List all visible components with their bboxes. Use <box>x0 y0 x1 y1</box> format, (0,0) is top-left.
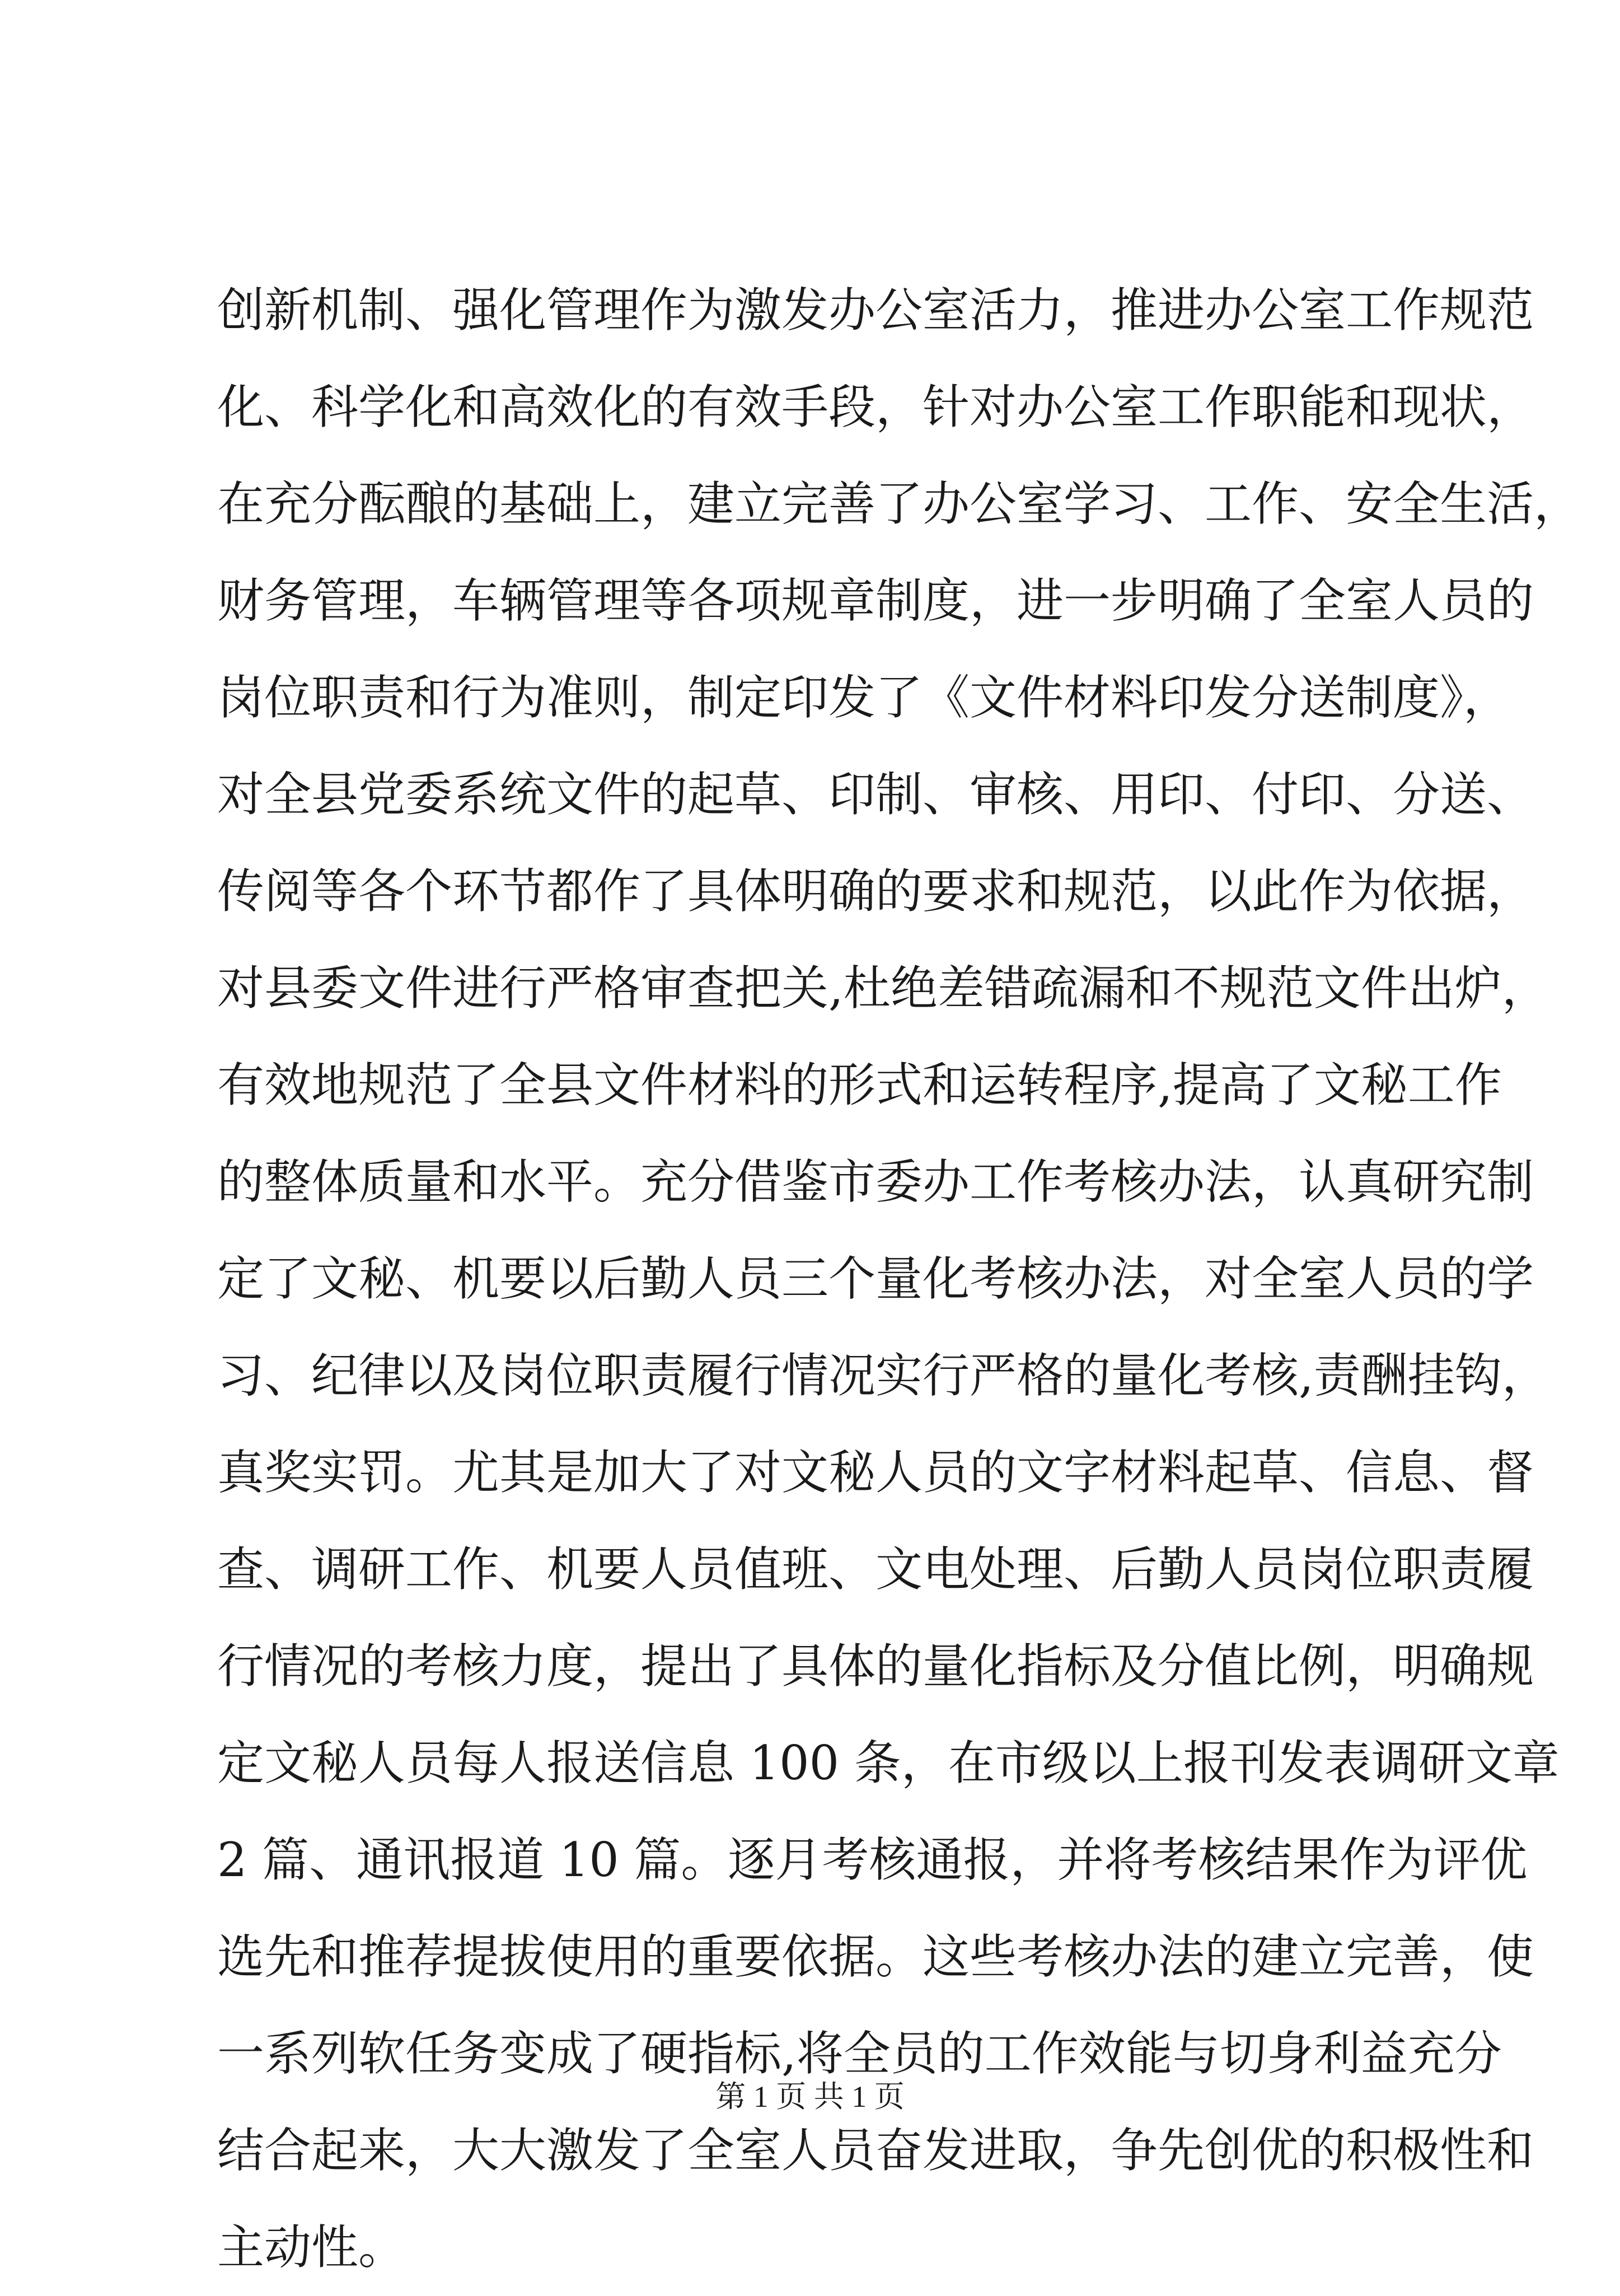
text-line: 的整体质量和水平。充分借鉴市委办工作考核办法，认真研究制 <box>217 1154 1534 1209</box>
text-line: 在充分酝酿的基础上，建立完善了办公室学习、工作、安全生活， <box>217 476 1581 531</box>
text-line: 查、调研工作、机要人员值班、文电处理、后勤人员岗位职责履 <box>217 1542 1534 1597</box>
text-line: 行情况的考核力度，提出了具体的量化指标及分值比例，明确规 <box>217 1639 1534 1694</box>
text-line: 岗位职责和行为准则，制定印发了《文件材料印发分送制度》， <box>217 670 1511 725</box>
text-line: 习、纪律以及岗位职责履行情况实行严格的量化考核,责酬挂钩， <box>217 1348 1549 1403</box>
text-line: 对县委文件进行严格审查把关,杜绝差错疏漏和不规范文件出炉， <box>217 961 1549 1016</box>
text-line: 选先和推荐提拔使用的重要依据。这些考核办法的建立完善，使 <box>217 1929 1534 1984</box>
text-line: 定了文秘、机要以后勤人员三个量化考核办法，对全室人员的学 <box>217 1251 1534 1306</box>
text-line: 化、科学化和高效化的有效手段，针对办公室工作职能和现状， <box>217 380 1534 434</box>
text-line: 一系列软任务变成了硬指标,将全员的工作效能与切身利益充分 <box>217 2026 1502 2081</box>
text-line: 创新机制、强化管理作为激发办公室活力，推进办公室工作规范 <box>217 283 1534 338</box>
text-line: 结合起来，大大激发了全室人员奋发进取，争先创优的积极性和 <box>217 2123 1534 2178</box>
text-line: 主动性。 <box>217 2220 406 2275</box>
text-line: 定文秘人员每人报送信息 100 条，在市级以上报刊发表调研文章 <box>217 1736 1560 1790</box>
text-line: 2 篇、通讯报道 10 篇。逐月考核通报，并将考核结果作为评优 <box>217 1832 1528 1887</box>
page-footer: 第 1 页 共 1 页 <box>715 2080 905 2113</box>
text-line: 有效地规范了全县文件材料的形式和运转程序,提高了文秘工作 <box>217 1058 1502 1112</box>
text-line: 财务管理，车辆管理等各项规章制度，进一步明确了全室人员的 <box>217 573 1534 628</box>
text-line: 真奖实罚。尤其是加大了对文秘人员的文字材料起草、信息、督 <box>217 1445 1534 1500</box>
body-paragraph <box>217 262 1581 2296</box>
text-line: 传阅等各个环节都作了具体明确的要求和规范，以此作为依据， <box>217 864 1534 919</box>
text-line: 对全县党委系统文件的起草、印制、审核、用印、付印、分送、 <box>217 767 1534 822</box>
